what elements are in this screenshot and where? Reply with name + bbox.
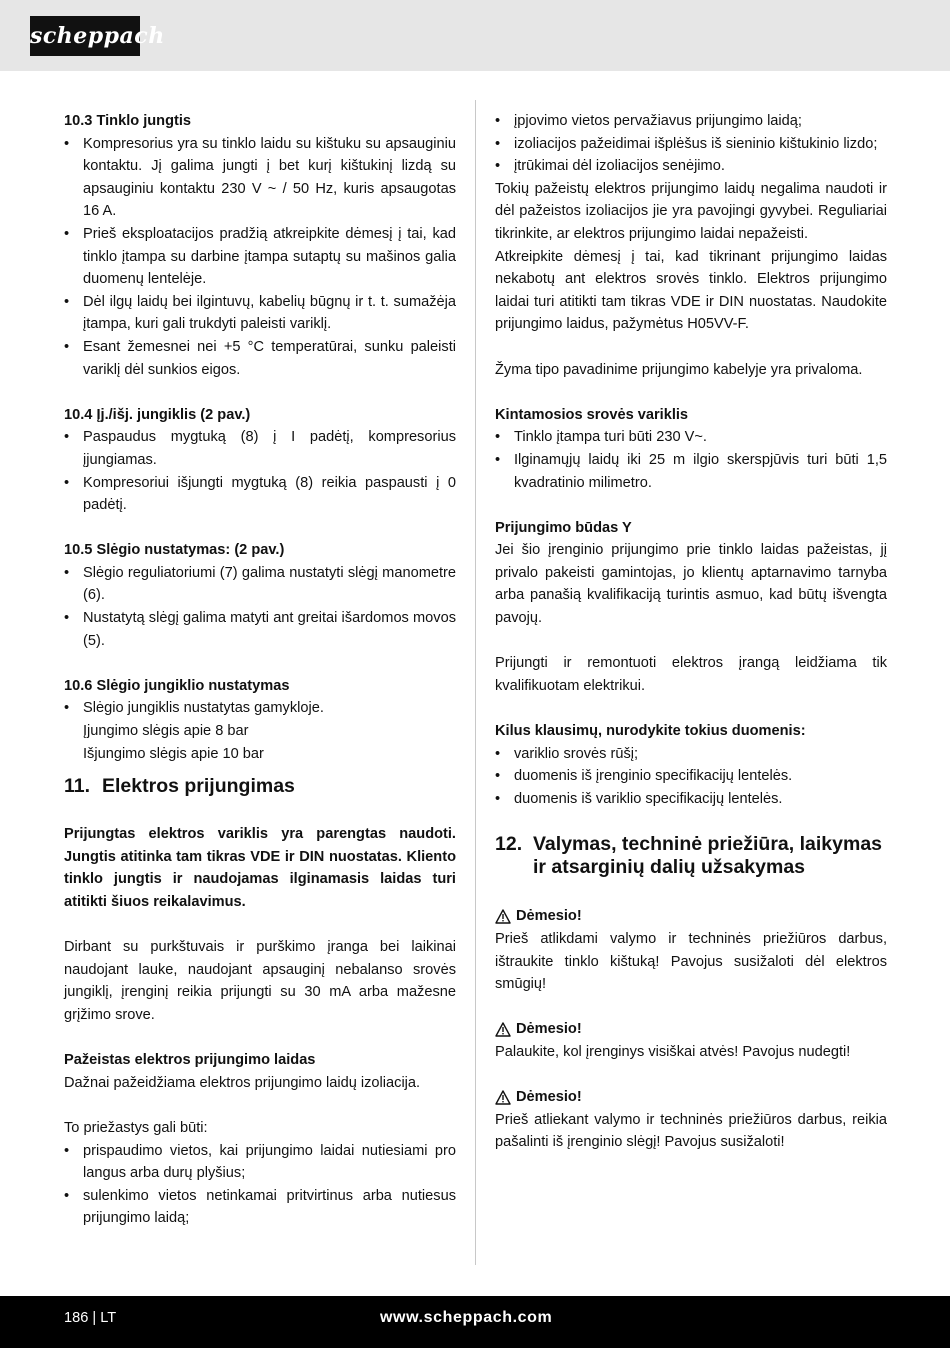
damaged-cable-title: Pažeistas elektros prijungimo laidas [64,1052,316,1069]
connection-type-y-title: Prijungimo būdas Y [495,519,632,536]
list-item: • prispaudimo vietos, kai prijungimo laidai nutiesiami pro langus arba durų plyšius; [64,1140,456,1185]
warning-3-text: Prieš atliekant valymo ir techninės priežiūros darbus, reikia pašalinti iš įrenginio slėgį! Pavojus susižaloti! [495,1111,887,1151]
list-item: • Slėgio jungiklis nustatytas gamykloje. [64,697,456,720]
warning-2-title [495,1018,887,1041]
section-11-title: Elektros prijungimas [102,775,295,798]
ac-motor-list [495,426,887,494]
causes-list-continued [495,110,887,178]
list-item: • variklio srovės rūšį; [495,743,887,766]
cable-marking-paragraph: Žyma tipo pavadinime prijungimo kabelyje yra privaloma. [495,361,863,378]
causes-list [64,1140,456,1230]
causes-intro: To priežastys gali būti: [64,1119,208,1136]
list-item: • Dėl ilgų laidų bei ilgintuvų, kabelių būgnų ir t. t. sumažėja įtampa, kuri gali trukdyti paleisti variklį. [64,291,456,336]
section-11-intro: Prijungtas elektros variklis yra parengtas naudoti. Jungtis atitinka tam tikras VDE ir DIN nuostatas. Kliento tinklo jungtis ir naudojamas ilginamasis laidas turi atitikti šiuos reikalavimus. [64,826,456,910]
section-12-title: Valymas, techninė priežiūra, laikymas ir atsarginių dalių užsakymas [533,833,883,879]
scheppach-logo: scheppach [30,16,140,56]
list-item: • Nustatytą slėgį galima matyti ant greitai išardomos movos (5). [64,607,456,652]
warning-triangle-icon [495,1022,511,1037]
questions-title: Kilus klausimų, nurodykite tokius duomenis: [495,723,806,740]
section-10-4-title: 10.4 Įj./išj. jungiklis (2 pav.) [64,406,251,423]
header-bar [0,0,950,71]
page-number: 186 | LT [64,1310,117,1326]
list-item: • Slėgio reguliatoriumi (7) galima nustatyti slėgį manometre (6). [64,562,456,607]
list-item: • izoliacijos pažeidimai išplėšus iš sieninio kištukinio lizdo; [495,133,887,156]
warning-label: Dėmesio! [516,1089,582,1106]
list-item: • įtrūkimai dėl izoliacijos senėjimo. [495,155,887,178]
warning-triangle-icon [495,909,511,924]
section-12-heading [495,833,887,879]
list-item: • Prieš eksploatacijos pradžią atkreipkite dėmesį į tai, kad tinklo įtampa su darbine įtampa sutaptų su mašinos galia duomenų lentelėje. [64,223,456,291]
on-pressure-line: Įjungimo slėgis apie 8 bar [83,723,249,740]
list-item: • Esant žemesnei nei +5 °C temperatūrai, sunku paleisti variklį dėl sunkios eigos. [64,336,456,381]
warning-label: Dėmesio! [516,1021,582,1038]
column-divider [475,100,476,1265]
ac-motor-title: Kintamosios srovės variklis [495,406,689,423]
questions-list [495,743,887,811]
section-10-6-list [64,697,456,720]
right-column [495,110,887,1154]
list-item: • Paspaudus mygtuką (8) į I padėtį, kompresorius įjungiamas. [64,426,456,471]
warning-1-title [495,905,887,928]
section-10-5-list [64,562,456,652]
list-item: • duomenis iš variklio specifikacijų lentelės. [495,788,887,811]
section-10-3-list [64,133,456,382]
section-10-3-title: 10.3 Tinklo jungtis [64,113,192,129]
section-10-4-list [64,426,456,516]
warning-label: Dėmesio! [516,908,582,925]
website-url: www.scheppach.com [380,1309,553,1326]
list-item: • Kompresorius yra su tinklo laidu su kištuku su apsauginiu kontaktu. Jį galima jungti į bet kurį kištukinį lizdą su apsauginiu kontaktu 230 V ~ / 50 Hz, kuris apsaugotas 16 A. [64,133,456,223]
list-item: • Kompresoriui išjungti mygtuką (8) reikia paspausti į 0 padėtį. [64,472,456,517]
footer-bar [0,1296,950,1348]
warning-3-title [495,1086,887,1109]
list-item: • įpjovimo vietos pervažiavus prijungimo laidą; [495,110,887,133]
section-11-rcd-paragraph: Dirbant su purkštuvais ir purškimo įranga bei laikinai naudojant lauke, naudojant apsauginį nebalanso srovės jungiklį, įrenginį reikia prijungti su 30 mA arba mažesne grįžimo srove. [64,939,456,1023]
list-item: • Ilginamųjų laidų iki 25 m ilgio skerspjūvis turi būti 1,5 kvadratinio milimetro. [495,449,887,494]
section-11-heading [64,775,456,798]
list-item: • sulenkimo vietos netinkamai pritvirtinus arba nutiesus prijungimo laidą; [64,1185,456,1230]
list-item: • Tinklo įtampa turi būti 230 V~. [495,426,887,449]
connection-type-y-text: Jei šio įrenginio prijungimo prie tinklo laidas pažeistas, jį privalo pakeisti gamintojas, jo klientų aptarnavimo tarnyba arba panašią kvalifikaciją turintis asmuo, kad būtų išvengta pavojų. [495,542,887,627]
cable-check-paragraph: Atkreipkite dėmesį į tai, kad tikrinant prijungimo laidas nekabotų ant elektros srovės tinklo. Elektros prijungimo laidai turi atitikti tam tikras VDE ir DIN nuostatas. Naudokite prijungimo laidus, pažymėtus H05VV-F. [495,248,887,333]
warning-1-text: Prieš atlikdami valymo ir techninės priežiūros darbus, ištraukite tinklo kištuką! Pavojus susižaloti dėl elektros smūgių! [495,931,887,993]
warning-triangle-icon [495,1090,511,1105]
section-12-number: 12. [495,833,523,856]
warning-2-text: Palaukite, kol įrenginys visiškai atvės! Pavojus nudegti! [495,1043,851,1060]
list-item: • duomenis iš įrenginio specifikacijų lentelės. [495,765,887,788]
off-pressure-line: Išjungimo slėgis apie 10 bar [83,745,264,762]
damaged-cable-text: Dažnai pažeidžiama elektros prijungimo laidų izoliacija. [64,1074,421,1091]
left-column [64,110,456,1230]
section-10-5-title: 10.5 Slėgio nustatymas: (2 pav.) [64,542,285,559]
damaged-cable-warning: Tokių pažeistų elektros prijungimo laidų negalima naudoti ir dėl pažeistos izoliacijos jie yra pavojingi gyvybei. Reguliariai tikrinkite, ar elektros prijungimo laidai nepažeisti. [495,180,887,242]
section-10-6-title: 10.6 Slėgio jungiklio nustatymas [64,677,290,694]
section-11-number: 11. [64,775,91,798]
qualified-electrician-text: Prijungti ir remontuoti elektros įrangą leidžiama tik kvalifikuotam elektrikui. [495,655,887,694]
